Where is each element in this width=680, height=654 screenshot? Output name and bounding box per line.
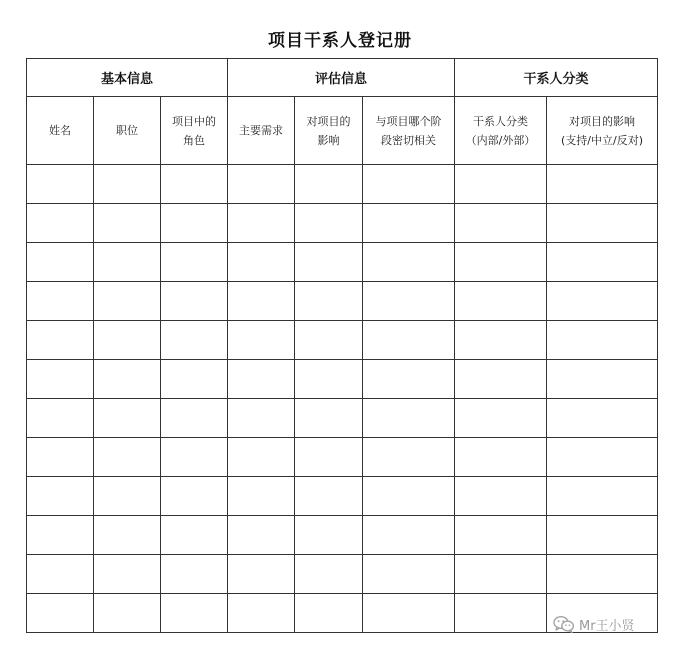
table-cell[interactable] bbox=[363, 555, 455, 594]
table-row bbox=[27, 360, 658, 399]
table-cell[interactable] bbox=[455, 165, 547, 204]
table-cell[interactable] bbox=[161, 204, 228, 243]
table-cell[interactable] bbox=[295, 438, 363, 477]
table-cell[interactable] bbox=[547, 321, 658, 360]
table-cell[interactable] bbox=[161, 243, 228, 282]
table-cell[interactable] bbox=[27, 516, 94, 555]
table-cell[interactable] bbox=[455, 282, 547, 321]
table-cell[interactable] bbox=[228, 321, 295, 360]
table-cell[interactable] bbox=[547, 360, 658, 399]
table-cell[interactable] bbox=[363, 438, 455, 477]
column-header-line: 角色 bbox=[183, 133, 205, 147]
table-row bbox=[27, 399, 658, 438]
table-body bbox=[27, 165, 658, 633]
table-cell[interactable] bbox=[27, 438, 94, 477]
table-cell[interactable] bbox=[455, 399, 547, 438]
table-row bbox=[27, 321, 658, 360]
table-cell[interactable] bbox=[363, 243, 455, 282]
table-cell[interactable] bbox=[161, 438, 228, 477]
table-cell[interactable] bbox=[161, 360, 228, 399]
column-header-position bbox=[94, 97, 161, 165]
table-cell[interactable] bbox=[295, 399, 363, 438]
table-cell[interactable] bbox=[363, 321, 455, 360]
table-cell[interactable] bbox=[547, 165, 658, 204]
table-cell[interactable] bbox=[547, 438, 658, 477]
table-cell[interactable] bbox=[161, 321, 228, 360]
table-cell[interactable] bbox=[161, 516, 228, 555]
table-cell[interactable] bbox=[27, 282, 94, 321]
table-cell[interactable] bbox=[94, 594, 161, 633]
table-row bbox=[27, 204, 658, 243]
column-header-line: 对项目的影响 bbox=[569, 114, 635, 128]
table-row bbox=[27, 165, 658, 204]
table-cell[interactable] bbox=[27, 360, 94, 399]
table-cell[interactable] bbox=[94, 243, 161, 282]
column-header-project-role bbox=[161, 97, 228, 165]
table-cell[interactable] bbox=[228, 438, 295, 477]
table-cell[interactable] bbox=[295, 477, 363, 516]
column-header-line: 姓名 bbox=[49, 124, 71, 137]
table-cell[interactable] bbox=[228, 594, 295, 633]
table-cell[interactable] bbox=[547, 477, 658, 516]
column-header-line: 对项目的 bbox=[306, 114, 351, 128]
table-cell[interactable] bbox=[94, 555, 161, 594]
column-header-line: 主要需求 bbox=[239, 124, 283, 137]
table-cell[interactable] bbox=[94, 438, 161, 477]
column-header-line: 干系人分类 bbox=[473, 114, 528, 128]
column-header-line: (支持/中立/反对) bbox=[561, 133, 643, 147]
column-header-influence-stance bbox=[547, 97, 658, 165]
table-cell[interactable] bbox=[161, 594, 228, 633]
table-cell[interactable] bbox=[295, 594, 363, 633]
table-cell[interactable] bbox=[27, 477, 94, 516]
table-cell[interactable] bbox=[228, 555, 295, 594]
table-cell[interactable] bbox=[455, 555, 547, 594]
column-header-impact-on-project bbox=[295, 97, 363, 165]
table-cell[interactable] bbox=[27, 594, 94, 633]
table-cell[interactable] bbox=[295, 282, 363, 321]
table-cell[interactable] bbox=[295, 165, 363, 204]
table-cell[interactable] bbox=[228, 165, 295, 204]
column-header-related-phase bbox=[363, 97, 455, 165]
table-cell[interactable] bbox=[455, 516, 547, 555]
table-cell[interactable] bbox=[27, 204, 94, 243]
table-cell[interactable] bbox=[27, 165, 94, 204]
group-header-stakeholder-classification: 干系人分类 bbox=[455, 59, 658, 97]
table-cell[interactable] bbox=[94, 321, 161, 360]
table-cell[interactable] bbox=[228, 477, 295, 516]
column-header-stakeholder-type bbox=[455, 97, 547, 165]
table-cell[interactable] bbox=[94, 477, 161, 516]
table-cell[interactable] bbox=[455, 243, 547, 282]
watermark-text: Mr王小贤 bbox=[579, 618, 635, 634]
table-cell[interactable] bbox=[455, 321, 547, 360]
table-cell[interactable] bbox=[94, 399, 161, 438]
wechat-icon bbox=[553, 615, 575, 633]
table-row bbox=[27, 438, 658, 477]
table-cell[interactable] bbox=[94, 360, 161, 399]
table-cell[interactable] bbox=[161, 555, 228, 594]
page-title: 项目干系人登记册 bbox=[268, 31, 412, 51]
table-cell[interactable] bbox=[547, 282, 658, 321]
column-header-line: 影响 bbox=[317, 133, 340, 147]
table-cell[interactable] bbox=[547, 399, 658, 438]
table-cell[interactable] bbox=[455, 360, 547, 399]
table-cell[interactable] bbox=[363, 165, 455, 204]
table-row bbox=[27, 555, 658, 594]
table-cell[interactable] bbox=[363, 477, 455, 516]
group-header-row bbox=[27, 59, 658, 97]
table-cell[interactable] bbox=[547, 204, 658, 243]
table-cell[interactable] bbox=[161, 399, 228, 438]
table-cell[interactable] bbox=[295, 360, 363, 399]
table-cell[interactable] bbox=[161, 165, 228, 204]
column-header-line: 职位 bbox=[116, 124, 138, 137]
table-cell[interactable] bbox=[27, 243, 94, 282]
table-cell[interactable] bbox=[228, 516, 295, 555]
table-cell[interactable] bbox=[94, 282, 161, 321]
table-cell[interactable] bbox=[455, 438, 547, 477]
table-cell[interactable] bbox=[27, 399, 94, 438]
column-header-line: （内部/外部） bbox=[465, 133, 536, 147]
watermark bbox=[553, 614, 635, 634]
table-cell[interactable] bbox=[547, 243, 658, 282]
table-cell[interactable] bbox=[228, 243, 295, 282]
table-row bbox=[27, 282, 658, 321]
table-cell[interactable] bbox=[94, 204, 161, 243]
table-cell[interactable] bbox=[161, 477, 228, 516]
table-cell[interactable] bbox=[363, 282, 455, 321]
group-header-assessment-info: 评估信息 bbox=[228, 59, 455, 97]
table-cell[interactable] bbox=[228, 204, 295, 243]
column-header-main-needs bbox=[228, 97, 295, 165]
table-cell[interactable] bbox=[295, 204, 363, 243]
stakeholder-register-table bbox=[26, 58, 658, 633]
table-cell[interactable] bbox=[295, 516, 363, 555]
table-cell[interactable] bbox=[547, 516, 658, 555]
table-cell[interactable] bbox=[94, 165, 161, 204]
table-cell[interactable] bbox=[363, 360, 455, 399]
table-cell[interactable] bbox=[228, 360, 295, 399]
table-cell[interactable] bbox=[27, 555, 94, 594]
table-cell[interactable] bbox=[295, 243, 363, 282]
table-cell[interactable] bbox=[27, 321, 94, 360]
table-cell[interactable] bbox=[363, 516, 455, 555]
table-cell[interactable] bbox=[94, 516, 161, 555]
table-row bbox=[27, 516, 658, 555]
table-row bbox=[27, 477, 658, 516]
table-cell[interactable] bbox=[455, 204, 547, 243]
table-cell[interactable] bbox=[455, 477, 547, 516]
table-cell[interactable] bbox=[363, 594, 455, 633]
column-header-name bbox=[27, 97, 94, 165]
table-row bbox=[27, 243, 658, 282]
table-cell[interactable] bbox=[295, 555, 363, 594]
column-header-row bbox=[27, 97, 658, 165]
group-header-basic-info: 基本信息 bbox=[27, 59, 228, 97]
table-cell[interactable] bbox=[228, 399, 295, 438]
column-header-line: 项目中的 bbox=[172, 114, 216, 128]
table-cell[interactable] bbox=[455, 594, 547, 633]
table-cell[interactable] bbox=[295, 321, 363, 360]
column-header-line: 段密切相关 bbox=[381, 133, 436, 147]
table-cell[interactable] bbox=[363, 204, 455, 243]
table-cell[interactable] bbox=[547, 555, 658, 594]
table-cell[interactable] bbox=[363, 399, 455, 438]
table-cell[interactable] bbox=[228, 282, 295, 321]
column-header-line: 与项目哪个阶 bbox=[375, 114, 442, 128]
table-cell[interactable] bbox=[161, 282, 228, 321]
